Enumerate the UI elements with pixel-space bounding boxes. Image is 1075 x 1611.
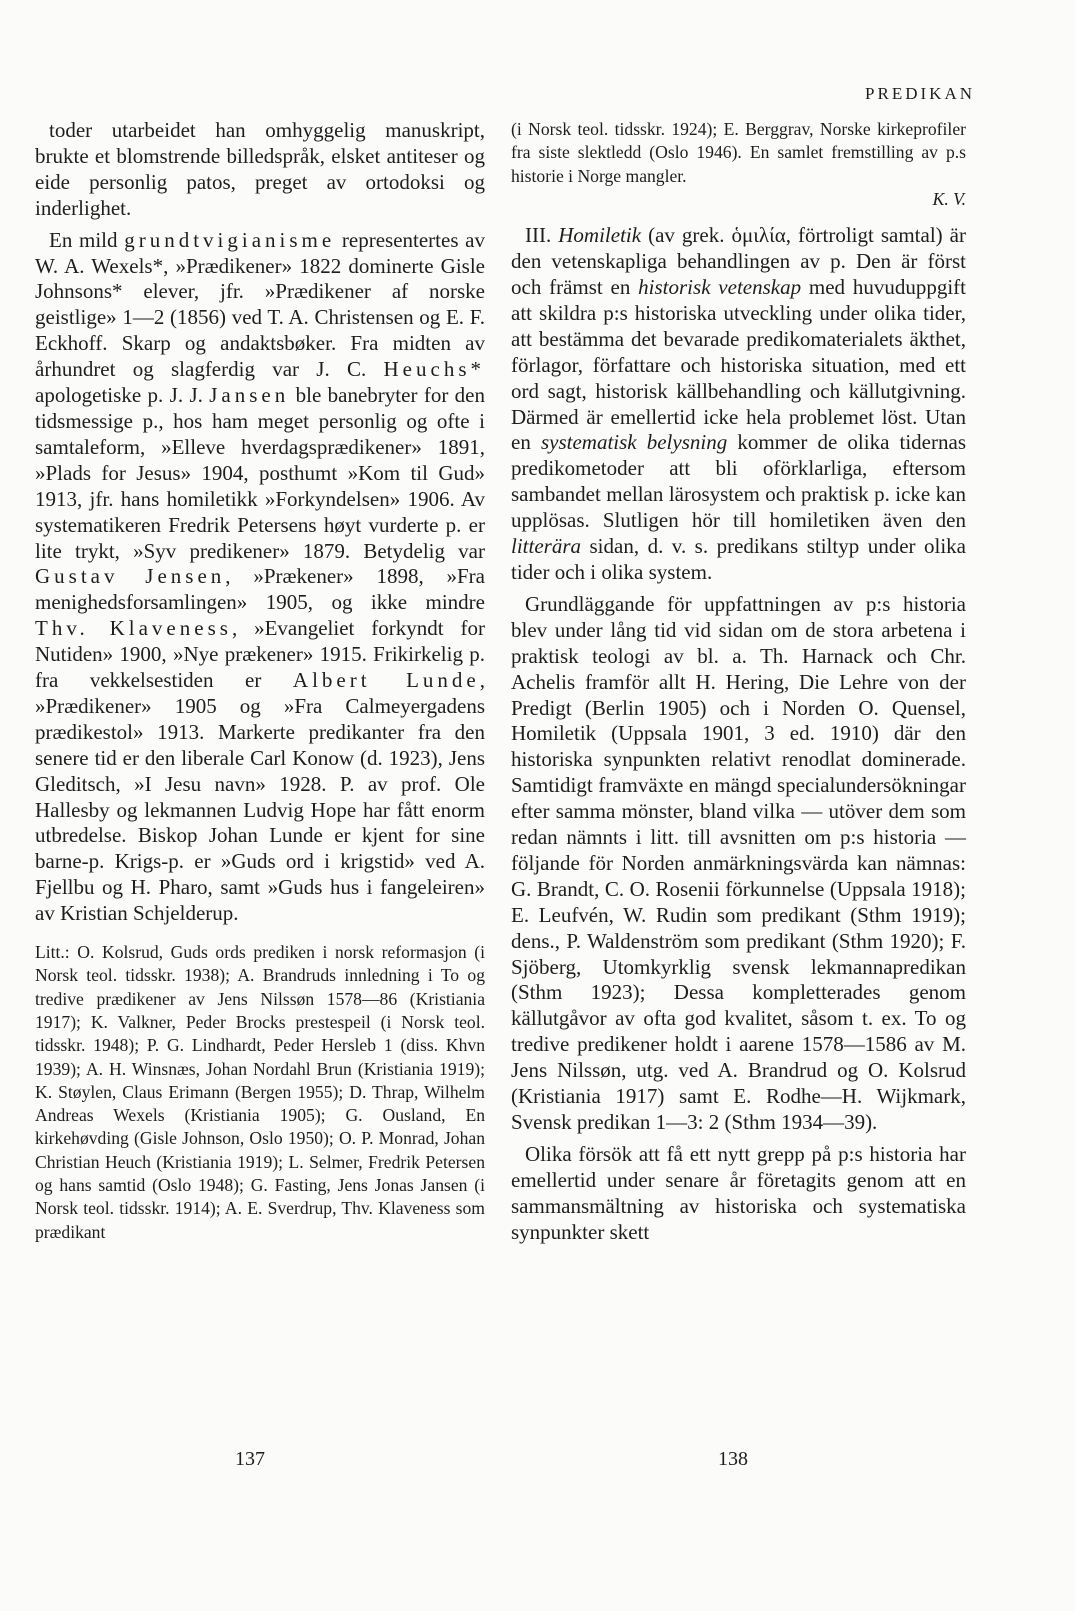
spaced-name-gustav-jensen: Gustav Jensen (35, 564, 226, 589)
spaced-name-albert-lunde: Albert Lunde (292, 668, 480, 693)
spaced-name-heuch: Heuchs* (383, 357, 485, 382)
left-paragraph-2: En mild grundtvigianisme representertes av W. A. Wexels*, »Prædikener» 1822 dominerte Gisle Johnsons* elever, jfr. »Prædikener af norske geistlige» 1—2 (1856) ved T. A. Christensen og E. F. Eckhoff. Skarp og andaktsbøker. Fra midten av århundret og slagferdig var J. C. Heuchs* apologetiske p. J. J. Jansen ble banebryter for den tidsmessige p., hos ham meget personlig og ofte i samtaleform, »Elleve hverdagsprædikener» 1891, »Plads for Jesus» 1904, posthumt »Kom til Gud» 1913, jfr. hans homiletikk »Forkyndelsen» 1906. Av systematikeren Fredrik Petersens høyt vurderte p. er lite trykt, »Syv predikener» 1879. Betydelig var Gustav Jensen, »Prækener» 1898, »Fra menighedsforsamlingen» 1905, og ikke mindre Thv. Klaveness, »Evangeliet forkyndt for Nutiden» 1900, »Nye prækener» 1915. Frikirkelig p. fra vekkelsestiden er Albert Lunde, »Prædikener» 1905 og »Fra Calmeyergadens prædikestol» 1913. Markerte predikanter fra den senere tid er den liberale Carl Konow (d. 1923), Jens Gleditsch, »I Jesu navn» 1928. P. av prof. Ole Hallesby og lekmannen Ludvig Hope har fått enorm utbredelse. Biskop Johan Lunde er kjent for sine barne-p. Krigs-p. er »Guds ord i krigstid» ved A. Fjellbu og H. Pharo, samt »Guds hus i fangeleiren» av Kristian Schjelderup. (35, 227, 486, 926)
right-paragraph-3: Olika försök att få ett nytt grepp på p:s historia har emellertid under senare år företagits genom att en sammansmältning av historiska och systematiska synpunkter skett (511, 1141, 966, 1244)
term-litterara: litterära (511, 534, 582, 559)
page-number-right: 138 (718, 1448, 748, 1470)
term-systematisk-belysning: systematisk belysning (540, 430, 728, 455)
spaced-name-jansen: Jansen (209, 383, 290, 408)
spaced-term-grundtvigianisme: grundtvigianisme (124, 227, 336, 252)
left-column (35, 118, 485, 1244)
literature-references: Litt.: O. Kolsrud, Guds ords prediken i norsk reformasjon (i Norsk teol. tidsskr. 1938); A. Brandruds innledning i To og tredive prædikener av Jens Nilssøn 1578—86 (Kristiania 1917); K. Valkner, Peder Brocks prestespeil (i Norsk teol. tidsskr. 1948); P. G. Lindhardt, Peder Hersleb 1 (diss. Khvn 1939); A. H. Winsnæs, Johan Nordahl Brun (Kristiania 1919); K. Støylen, Claus Erimann (Bergen 1955); D. Thrap, Wilhelm Andreas Wexels (Kristiania 1905); G. Ousland, En kirkehøvding (Gisle Johnson, Oslo 1950); O. P. Monrad, Johan Christian Heuch (Kristiania 1919); L. Selmer, Fredrik Petersen og hans samtid (Oslo 1948); G. Fasting, Jens Jonas Jansen (i Norsk teol. tidsskr. 1914); A. E. Sverdrup, Thv. Klaveness som prædikant (35, 942, 485, 1242)
right-column (511, 118, 966, 1246)
section-homiletik: III. Homiletik (av grek. ὁμιλία, förtroligt samtal) är den vetenskapliga behandlingen av p. Den är först och främst en historisk vetenskap med huvuduppgift att skildra p:s historiska utveckling under olika tider, att bestämma det bevarade predikomaterialets äkthet, förlagor, författare och historiska situation, med ett ord sagt, historisk källbehandling och källutgivning. Därmed är emellertid icke hela problemet löst. Utan en systematisk belysning kommer de olika tidernas predikometoder att bli oförklarliga, eftersom sambandet mellan lärosystem och praktisk p. icke kan upplösas. Slutligen hör till homiletiken även den litterära sidan, d. v. s. predikans stiltyp under olika tider och i olika system. (511, 223, 966, 584)
left-paragraph-1: toder utarbeidet han omhyggelig manuskript, brukte et blomstrende billedspråk, elsket antiteser og eide personlig patos, preget av ortodoksi og inderlighet. (35, 118, 485, 220)
term-historisk-vetenskap: historisk vetenskap (638, 275, 802, 299)
spaced-name-klaveness: Thv. Klaveness (35, 616, 232, 641)
running-header: PREDIKAN (865, 84, 975, 103)
author-signature: K. V. (932, 188, 966, 209)
literature-continuation: (i Norsk teol. tidsskr. 1924); E. Berggrav, Norske kirkeprofiler fra siste slektledd (Oslo 1946). En samlet fremstilling av p.s historie i Norge mangler. (511, 119, 966, 186)
page-number-left: 137 (235, 1448, 265, 1470)
right-paragraph-2: Grundläggande för uppfattningen av p:s historia blev under lång tid vid sidan om de stora arbetena i praktisk teologi av bl. a. Th. Harnack och Chr. Achelis framför allt H. Hering, Die Lehre von der Predigt (Berlin 1905) och i Norden O. Quensel, Homiletik (Uppsala 1901, 3 ed. 1910) där den historiska synpunkten relativt renodlat dominerade. Samtidigt framväxte en mängd specialundersökningar efter samma mönster, bland vilka — utöver dem som redan nämnts i litt. till avsnitten om p:s historia — följande för Norden anmärkningsvärda kan nämnas: G. Brandt, C. O. Rosenii förkunnelse (Uppsala 1918); E. Leufvén, W. Rudin som predikant (Sthm 1919); dens., P. Waldenström som predikant (Sthm 1920); F. Sjöberg, Utomkyrklig svensk lekmannapredikan (Sthm 1923); Dessa kompletterades genom källutgåvor av ofta god kvalitet, såsom t. ex. To og tredive predikener holdt i aarene 1578—1586 av M. Jens Nilssøn, utg. ved A. Brandrud og O. Kolsrud (Kristiania 1917) samt E. Rodhe—H. Wijkmark, Svensk predikan 1—3: 2 (Sthm 1934—39). (511, 591, 966, 1134)
term-homiletik: Homiletik (558, 223, 642, 248)
